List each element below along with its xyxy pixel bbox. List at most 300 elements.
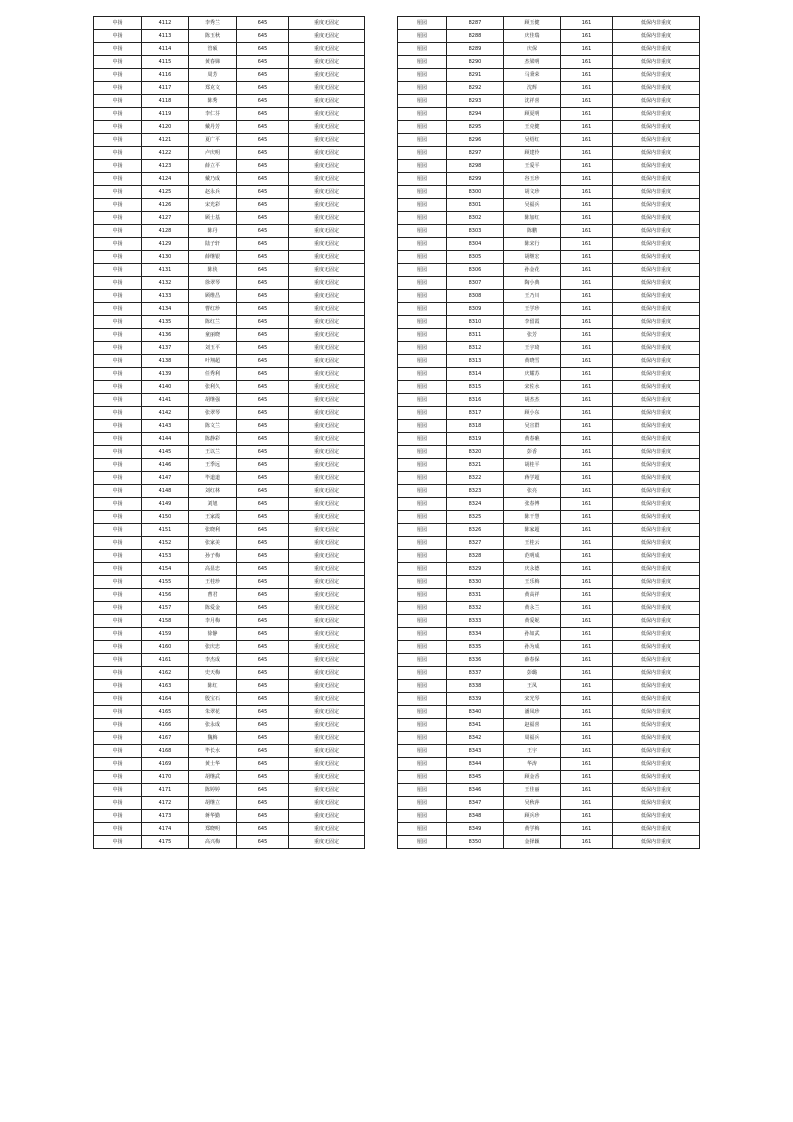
district-cell: 厘园 [398,290,447,303]
id-cell: 8345 [447,771,504,784]
name-cell: 史天梅 [189,667,237,680]
amount-cell: 645 [237,836,289,849]
name-cell: 黄学梅 [504,823,561,836]
district-cell: 厘园 [398,17,447,30]
name-cell: 黄永兰 [504,602,561,615]
table-row [94,225,365,238]
category-cell: 低保内非重度 [613,706,700,719]
category-cell: 重度无固定 [289,134,365,147]
category-cell: 低保内非重度 [613,186,700,199]
name-cell: 薛立平 [189,160,237,173]
name-cell: 李留霞 [504,316,561,329]
name-cell: 张芳 [504,329,561,342]
id-cell: 4136 [142,329,189,342]
id-cell: 8334 [447,628,504,641]
id-cell: 4174 [142,823,189,836]
amount-cell: 161 [561,472,613,485]
category-cell: 低保内非重度 [613,199,700,212]
category-cell: 重度无固定 [289,316,365,329]
category-cell: 低保内非重度 [613,563,700,576]
name-cell: 王凤 [504,680,561,693]
left-roster-table [93,16,365,849]
district-cell: 厘园 [398,147,447,160]
id-cell: 4150 [142,511,189,524]
district-cell: 厘园 [398,628,447,641]
amount-cell: 645 [237,524,289,537]
id-cell: 4129 [142,238,189,251]
district-cell: 中扬 [94,823,142,836]
id-cell: 4173 [142,810,189,823]
table-row [94,602,365,615]
amount-cell: 161 [561,394,613,407]
id-cell: 8338 [447,680,504,693]
table-row [94,576,365,589]
table-row [94,277,365,290]
category-cell: 低保内非重度 [613,719,700,732]
table-row [398,641,700,654]
category-cell: 重度无固定 [289,628,365,641]
district-cell: 厘园 [398,160,447,173]
name-cell: 郑晓明 [189,823,237,836]
category-cell: 低保内非重度 [613,56,700,69]
category-cell: 重度无固定 [289,368,365,381]
district-cell: 厘园 [398,641,447,654]
id-cell: 8316 [447,394,504,407]
name-cell: 戴丹芳 [189,121,237,134]
id-cell: 8296 [447,134,504,147]
id-cell: 4160 [142,641,189,654]
id-cell: 4147 [142,472,189,485]
amount-cell: 645 [237,277,289,290]
id-cell: 8336 [447,654,504,667]
table-row [94,524,365,537]
district-cell: 中扬 [94,745,142,758]
category-cell: 低保内非重度 [613,485,700,498]
id-cell: 4167 [142,732,189,745]
table-row [94,381,365,394]
amount-cell: 161 [561,121,613,134]
amount-cell: 161 [561,433,613,446]
district-cell: 中扬 [94,472,142,485]
district-cell: 中扬 [94,771,142,784]
district-cell: 中扬 [94,407,142,420]
id-cell: 8308 [447,290,504,303]
district-cell: 厘园 [398,589,447,602]
amount-cell: 645 [237,82,289,95]
district-cell: 中扬 [94,316,142,329]
district-cell: 中扬 [94,589,142,602]
category-cell: 重度无固定 [289,147,365,160]
amount-cell: 645 [237,433,289,446]
table-row [398,30,700,43]
category-cell: 低保内非重度 [613,277,700,290]
name-cell: 王克健 [504,121,561,134]
category-cell: 低保内非重度 [613,342,700,355]
table-row [398,342,700,355]
district-cell: 厘园 [398,667,447,680]
district-cell: 中扬 [94,654,142,667]
name-cell: 王学珍 [504,303,561,316]
table-row [398,69,700,82]
name-cell: 孙如武 [504,628,561,641]
district-cell: 厘园 [398,836,447,849]
district-cell: 厘园 [398,771,447,784]
category-cell: 重度无固定 [289,82,365,95]
category-cell: 低保内非重度 [613,82,700,95]
category-cell: 低保内非重度 [613,381,700,394]
name-cell: 刘玉平 [189,342,237,355]
district-cell: 中扬 [94,134,142,147]
table-row [398,563,700,576]
category-cell: 低保内非重度 [613,498,700,511]
district-cell: 中扬 [94,212,142,225]
category-cell: 重度无固定 [289,706,365,719]
amount-cell: 161 [561,43,613,56]
amount-cell: 161 [561,368,613,381]
table-row [94,329,365,342]
id-cell: 8332 [447,602,504,615]
id-cell: 4145 [142,446,189,459]
name-cell: 黄士华 [189,758,237,771]
table-row [398,823,700,836]
district-cell: 厘园 [398,693,447,706]
name-cell: 庆佳瑞 [504,30,561,43]
id-cell: 8333 [447,615,504,628]
amount-cell: 161 [561,251,613,264]
table-row [94,784,365,797]
category-cell: 低保内非重度 [613,69,700,82]
district-cell: 中扬 [94,758,142,771]
id-cell: 4119 [142,108,189,121]
id-cell: 4139 [142,368,189,381]
id-cell: 4155 [142,576,189,589]
name-cell: 王宇琦 [504,342,561,355]
district-cell: 中扬 [94,303,142,316]
amount-cell: 161 [561,225,613,238]
id-cell: 8340 [447,706,504,719]
district-cell: 厘园 [398,225,447,238]
table-row [398,394,700,407]
district-cell: 中扬 [94,186,142,199]
amount-cell: 645 [237,186,289,199]
table-row [398,433,700,446]
amount-cell: 645 [237,108,289,121]
name-cell: 戴乃成 [189,173,237,186]
table-row [398,17,700,30]
id-cell: 8303 [447,225,504,238]
table-row [398,771,700,784]
district-cell: 中扬 [94,368,142,381]
amount-cell: 161 [561,563,613,576]
name-cell: 蒋华勤 [189,810,237,823]
table-row [94,810,365,823]
district-cell: 厘园 [398,719,447,732]
amount-cell: 161 [561,108,613,121]
district-cell: 厘园 [398,498,447,511]
table-row [94,420,365,433]
district-cell: 厘园 [398,394,447,407]
district-cell: 中扬 [94,784,142,797]
table-row [398,446,700,459]
amount-cell: 161 [561,784,613,797]
amount-cell: 161 [561,329,613,342]
category-cell: 重度无固定 [289,342,365,355]
table-row [398,225,700,238]
id-cell: 4142 [142,407,189,420]
name-cell: 吴秋萍 [504,797,561,810]
district-cell: 厘园 [398,342,447,355]
amount-cell: 645 [237,797,289,810]
name-cell: 朱翠花 [189,706,237,719]
district-cell: 厘园 [398,43,447,56]
amount-cell: 645 [237,550,289,563]
district-cell: 中扬 [94,537,142,550]
category-cell: 低保内非重度 [613,355,700,368]
name-cell: 童丽晓 [189,329,237,342]
table-row [398,589,700,602]
table-row [398,719,700,732]
amount-cell: 645 [237,784,289,797]
id-cell: 4137 [142,342,189,355]
table-row [398,134,700,147]
category-cell: 重度无固定 [289,615,365,628]
amount-cell: 645 [237,95,289,108]
category-cell: 低保内非重度 [613,251,700,264]
name-cell: 陈玉秋 [189,30,237,43]
name-cell: 张利久 [189,381,237,394]
name-cell: 李秀兰 [189,17,237,30]
name-cell: 刘旭 [189,498,237,511]
amount-cell: 161 [561,17,613,30]
category-cell: 重度无固定 [289,719,365,732]
category-cell: 低保内非重度 [613,212,700,225]
id-cell: 8287 [447,17,504,30]
category-cell: 重度无固定 [289,251,365,264]
table-row [398,498,700,511]
amount-cell: 161 [561,290,613,303]
category-cell: 重度无固定 [289,212,365,225]
id-cell: 8313 [447,355,504,368]
name-cell: 蒋学超 [504,472,561,485]
id-cell: 8346 [447,784,504,797]
name-cell: 吴福兵 [504,199,561,212]
category-cell: 重度无固定 [289,186,365,199]
table-row [398,303,700,316]
id-cell: 8310 [447,316,504,329]
table-row [398,212,700,225]
amount-cell: 161 [561,485,613,498]
category-cell: 重度无固定 [289,758,365,771]
name-cell: 张庆忠 [189,641,237,654]
district-cell: 中扬 [94,641,142,654]
table-row [94,160,365,173]
table-row [94,446,365,459]
category-cell: 低保内非重度 [613,771,700,784]
district-cell: 厘园 [398,550,447,563]
amount-cell: 161 [561,199,613,212]
amount-cell: 645 [237,615,289,628]
category-cell: 低保内非重度 [613,329,700,342]
id-cell: 8350 [447,836,504,849]
id-cell: 8294 [447,108,504,121]
district-cell: 中扬 [94,836,142,849]
category-cell: 重度无固定 [289,407,365,420]
id-cell: 4148 [142,485,189,498]
table-row [398,251,700,264]
table-row [94,355,365,368]
district-cell: 厘园 [398,433,447,446]
id-cell: 4126 [142,199,189,212]
category-cell: 重度无固定 [289,732,365,745]
amount-cell: 161 [561,537,613,550]
amount-cell: 645 [237,368,289,381]
name-cell: 沈辉 [504,82,561,95]
table-row [94,589,365,602]
id-cell: 8325 [447,511,504,524]
table-row [94,537,365,550]
id-cell: 8318 [447,420,504,433]
name-cell: 卢庆明 [189,147,237,160]
id-cell: 4158 [142,615,189,628]
amount-cell: 161 [561,186,613,199]
name-cell: 陈干慧 [504,511,561,524]
table-row [94,82,365,95]
name-cell: 李仁芬 [189,108,237,121]
table-row [94,212,365,225]
table-row [398,511,700,524]
district-cell: 中扬 [94,498,142,511]
district-cell: 中扬 [94,797,142,810]
category-cell: 重度无固定 [289,550,365,563]
district-cell: 中扬 [94,810,142,823]
district-cell: 厘园 [398,615,447,628]
category-cell: 低保内非重度 [613,550,700,563]
name-cell: 周福兵 [504,732,561,745]
id-cell: 8298 [447,160,504,173]
id-cell: 4175 [142,836,189,849]
name-cell: 顾兵珍 [504,810,561,823]
category-cell: 重度无固定 [289,108,365,121]
category-cell: 重度无固定 [289,394,365,407]
category-cell: 重度无固定 [289,654,365,667]
table-row [94,342,365,355]
amount-cell: 161 [561,615,613,628]
id-cell: 4140 [142,381,189,394]
amount-cell: 161 [561,758,613,771]
id-cell: 4144 [142,433,189,446]
category-cell: 低保内非重度 [613,537,700,550]
category-cell: 重度无固定 [289,797,365,810]
name-cell: 黄晓雪 [504,355,561,368]
table-row [398,238,700,251]
category-cell: 低保内非重度 [613,836,700,849]
name-cell: 王乃川 [504,290,561,303]
table-row [94,316,365,329]
table-row [398,186,700,199]
district-cell: 中扬 [94,394,142,407]
district-cell: 中扬 [94,290,142,303]
category-cell: 重度无固定 [289,199,365,212]
table-row [398,108,700,121]
category-cell: 重度无固定 [289,498,365,511]
name-cell: 顾建伶 [504,147,561,160]
category-cell: 重度无固定 [289,771,365,784]
category-cell: 重度无固定 [289,17,365,30]
category-cell: 低保内非重度 [613,95,700,108]
name-cell: 孙为成 [504,641,561,654]
category-cell: 重度无固定 [289,290,365,303]
name-cell: 王乐梅 [504,576,561,589]
table-row [94,680,365,693]
category-cell: 重度无固定 [289,589,365,602]
table-row [398,576,700,589]
table-row [94,667,365,680]
amount-cell: 161 [561,173,613,186]
category-cell: 重度无固定 [289,95,365,108]
id-cell: 4149 [142,498,189,511]
table-row [398,277,700,290]
category-cell: 低保内非重度 [613,121,700,134]
district-cell: 中扬 [94,706,142,719]
id-cell: 8306 [447,264,504,277]
table-row [398,43,700,56]
id-cell: 8317 [447,407,504,420]
category-cell: 低保内非重度 [613,446,700,459]
id-cell: 8290 [447,56,504,69]
name-cell: 吴绍红 [504,134,561,147]
district-cell: 中扬 [94,277,142,290]
district-cell: 厘园 [398,680,447,693]
name-cell: 王桂珍 [189,576,237,589]
amount-cell: 645 [237,121,289,134]
category-cell: 低保内非重度 [613,394,700,407]
amount-cell: 161 [561,836,613,849]
name-cell: 顾夏明 [504,108,561,121]
district-cell: 中扬 [94,95,142,108]
category-cell: 重度无固定 [289,43,365,56]
table-row [94,199,365,212]
amount-cell: 645 [237,420,289,433]
district-cell: 厘园 [398,407,447,420]
district-cell: 厘园 [398,82,447,95]
table-row [94,433,365,446]
table-row [398,667,700,680]
category-cell: 重度无固定 [289,381,365,394]
name-cell: 宋光琴 [504,693,561,706]
amount-cell: 161 [561,212,613,225]
category-cell: 低保内非重度 [613,654,700,667]
category-cell: 重度无固定 [289,225,365,238]
amount-cell: 645 [237,810,289,823]
name-cell: 王以兰 [189,446,237,459]
amount-cell: 645 [237,251,289,264]
id-cell: 8291 [447,69,504,82]
amount-cell: 161 [561,680,613,693]
id-cell: 4134 [142,303,189,316]
district-cell: 厘园 [398,524,447,537]
table-row [94,17,365,30]
id-cell: 8295 [447,121,504,134]
name-cell: 赵永兵 [189,186,237,199]
district-cell: 厘园 [398,199,447,212]
district-cell: 中扬 [94,459,142,472]
name-cell: 孙子梅 [189,550,237,563]
category-cell: 低保内非重度 [613,823,700,836]
name-cell: 顾玉健 [504,17,561,30]
table-row [398,407,700,420]
table-row [94,485,365,498]
table-row [94,641,365,654]
